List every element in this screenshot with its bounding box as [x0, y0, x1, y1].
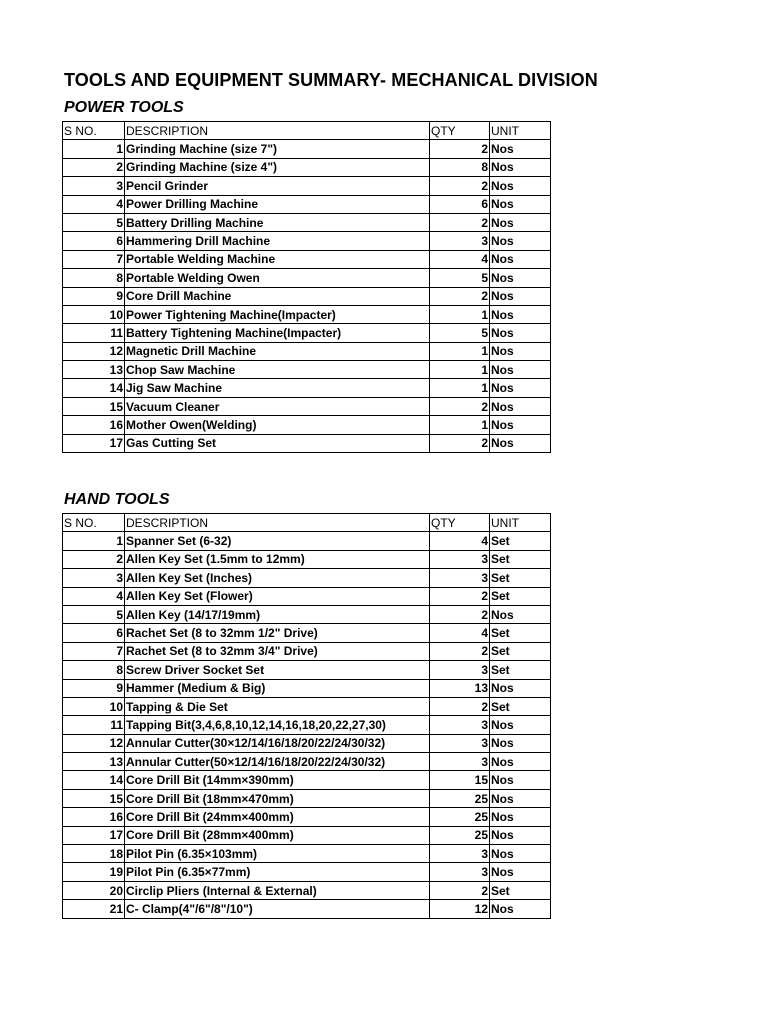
row-unit: Set: [490, 550, 551, 568]
row-unit: Nos: [490, 324, 551, 342]
row-sno: 8: [63, 661, 125, 679]
table-row: [63, 697, 551, 715]
row-description: Pilot Pin (6.35×103mm): [125, 845, 430, 863]
row-qty: 3: [430, 716, 490, 734]
row-sno: 6: [63, 232, 125, 250]
row-qty: 13: [430, 679, 490, 697]
power-tools-table: [62, 121, 551, 453]
row-sno: 8: [63, 269, 125, 287]
row-unit: Nos: [490, 397, 551, 415]
table-row: [63, 287, 551, 305]
row-unit: Nos: [490, 177, 551, 195]
row-unit: Nos: [490, 287, 551, 305]
row-sno: 16: [63, 808, 125, 826]
row-unit: Nos: [490, 771, 551, 789]
row-description: Core Drill Bit (28mm×400mm): [125, 826, 430, 844]
row-unit: Nos: [490, 753, 551, 771]
table-row: [63, 213, 551, 231]
row-qty: 15: [430, 771, 490, 789]
row-sno: 13: [63, 753, 125, 771]
table-row: [63, 845, 551, 863]
row-qty: 2: [430, 587, 490, 605]
row-qty: 6: [430, 195, 490, 213]
table-row: [63, 177, 551, 195]
table-row: [63, 771, 551, 789]
row-qty: 1: [430, 361, 490, 379]
row-qty: 3: [430, 753, 490, 771]
row-description: Jig Saw Machine: [125, 379, 430, 397]
row-unit: Nos: [490, 158, 551, 176]
row-sno: 12: [63, 734, 125, 752]
row-qty: 4: [430, 624, 490, 642]
header-unit: UNIT: [490, 122, 551, 140]
table-row: [63, 881, 551, 899]
row-sno: 5: [63, 605, 125, 623]
row-unit: Set: [490, 587, 551, 605]
row-sno: 15: [63, 397, 125, 415]
row-description: Power Drilling Machine: [125, 195, 430, 213]
row-qty: 2: [430, 213, 490, 231]
row-qty: 4: [430, 532, 490, 550]
row-unit: Nos: [490, 716, 551, 734]
row-sno: 16: [63, 416, 125, 434]
row-qty: 12: [430, 900, 490, 918]
row-qty: 3: [430, 232, 490, 250]
table-row: [63, 808, 551, 826]
row-sno: 18: [63, 845, 125, 863]
row-sno: 3: [63, 569, 125, 587]
row-unit: Nos: [490, 195, 551, 213]
row-qty: 2: [430, 642, 490, 660]
row-qty: 2: [430, 605, 490, 623]
row-qty: 2: [430, 287, 490, 305]
row-qty: 3: [430, 734, 490, 752]
row-qty: 3: [430, 863, 490, 881]
row-description: Mother Owen(Welding): [125, 416, 430, 434]
row-qty: 1: [430, 416, 490, 434]
row-sno: 11: [63, 716, 125, 734]
row-description: Allen Key Set (Inches): [125, 569, 430, 587]
table-row: [63, 324, 551, 342]
row-description: Allen Key (14/17/19mm): [125, 605, 430, 623]
row-unit: Nos: [490, 808, 551, 826]
row-qty: 2: [430, 697, 490, 715]
row-description: Portable Welding Machine: [125, 250, 430, 268]
row-qty: 2: [430, 881, 490, 899]
row-sno: 15: [63, 789, 125, 807]
row-unit: Set: [490, 697, 551, 715]
row-description: Portable Welding Owen: [125, 269, 430, 287]
row-description: Annular Cutter(30×12/14/16/18/20/22/24/30/32): [125, 734, 430, 752]
power-tools-heading: POWER TOOLS: [64, 99, 184, 116]
row-unit: Nos: [490, 342, 551, 360]
row-sno: 3: [63, 177, 125, 195]
row-qty: 2: [430, 140, 490, 158]
row-unit: Nos: [490, 845, 551, 863]
table-row: [63, 250, 551, 268]
row-description: Chop Saw Machine: [125, 361, 430, 379]
row-sno: 10: [63, 305, 125, 323]
table-row: [63, 416, 551, 434]
header-sno: S NO.: [63, 122, 125, 140]
row-description: Allen Key Set (1.5mm to 12mm): [125, 550, 430, 568]
row-sno: 10: [63, 697, 125, 715]
row-qty: 2: [430, 434, 490, 452]
row-unit: Nos: [490, 679, 551, 697]
table-row: [63, 900, 551, 918]
table-row: [63, 434, 551, 452]
row-qty: 2: [430, 397, 490, 415]
row-description: Annular Cutter(50×12/14/16/18/20/22/24/30/32): [125, 753, 430, 771]
table-row: [63, 863, 551, 881]
table-row: [63, 342, 551, 360]
table-row: [63, 379, 551, 397]
row-unit: Nos: [490, 434, 551, 452]
table-row: [63, 158, 551, 176]
row-unit: Nos: [490, 232, 551, 250]
row-description: Battery Drilling Machine: [125, 213, 430, 231]
row-description: Core Drill Bit (18mm×470mm): [125, 789, 430, 807]
header-sno: S NO.: [63, 514, 125, 532]
row-description: Hammer (Medium & Big): [125, 679, 430, 697]
row-sno: 6: [63, 624, 125, 642]
header-description: DESCRIPTION: [125, 122, 430, 140]
row-unit: Set: [490, 881, 551, 899]
header-qty: QTY: [430, 514, 490, 532]
row-sno: 1: [63, 140, 125, 158]
row-description: Core Drill Bit (14mm×390mm): [125, 771, 430, 789]
row-sno: 17: [63, 826, 125, 844]
row-qty: 3: [430, 845, 490, 863]
row-sno: 19: [63, 863, 125, 881]
row-sno: 12: [63, 342, 125, 360]
row-unit: Set: [490, 532, 551, 550]
hand-tools-heading: HAND TOOLS: [64, 491, 170, 508]
row-unit: Set: [490, 661, 551, 679]
row-description: Rachet Set (8 to 32mm 3/4" Drive): [125, 642, 430, 660]
row-description: Circlip Pliers (Internal & External): [125, 881, 430, 899]
row-description: Hammering Drill Machine: [125, 232, 430, 250]
row-qty: 25: [430, 826, 490, 844]
row-description: Pilot Pin (6.35×77mm): [125, 863, 430, 881]
row-unit: Nos: [490, 269, 551, 287]
table-row: [63, 716, 551, 734]
header-unit: UNIT: [490, 514, 551, 532]
row-unit: Nos: [490, 789, 551, 807]
row-qty: 1: [430, 342, 490, 360]
table-row: [63, 305, 551, 323]
row-qty: 1: [430, 305, 490, 323]
row-description: Screw Driver Socket Set: [125, 661, 430, 679]
table-row: [63, 140, 551, 158]
row-qty: 5: [430, 324, 490, 342]
row-unit: Nos: [490, 605, 551, 623]
row-description: Grinding Machine (size 4"): [125, 158, 430, 176]
row-unit: Set: [490, 569, 551, 587]
row-sno: 14: [63, 771, 125, 789]
page-title: TOOLS AND EQUIPMENT SUMMARY- MECHANICAL DIVISION: [64, 70, 598, 90]
row-unit: Nos: [490, 863, 551, 881]
table-row: [63, 550, 551, 568]
row-description: Rachet Set (8 to 32mm 1/2" Drive): [125, 624, 430, 642]
row-description: Tapping & Die Set: [125, 697, 430, 715]
row-sno: 1: [63, 532, 125, 550]
row-description: Gas Cutting Set: [125, 434, 430, 452]
row-qty: 1: [430, 379, 490, 397]
row-unit: Nos: [490, 250, 551, 268]
table-row: [63, 661, 551, 679]
row-unit: Nos: [490, 900, 551, 918]
table-row: [63, 397, 551, 415]
header-qty: QTY: [430, 122, 490, 140]
table-row: [63, 195, 551, 213]
row-unit: Nos: [490, 379, 551, 397]
row-unit: Set: [490, 642, 551, 660]
row-qty: 3: [430, 550, 490, 568]
row-description: C- Clamp(4"/6"/8"/10"): [125, 900, 430, 918]
row-description: Spanner Set (6-32): [125, 532, 430, 550]
row-unit: Nos: [490, 305, 551, 323]
row-qty: 5: [430, 269, 490, 287]
row-sno: 4: [63, 195, 125, 213]
table-row: [63, 605, 551, 623]
table-header-row: [63, 514, 551, 532]
row-sno: 17: [63, 434, 125, 452]
table-row: [63, 587, 551, 605]
row-qty: 3: [430, 661, 490, 679]
row-sno: 21: [63, 900, 125, 918]
table-header-row: [63, 122, 551, 140]
table-row: [63, 753, 551, 771]
row-qty: 2: [430, 177, 490, 195]
hand-tools-table: [62, 513, 551, 919]
row-unit: Nos: [490, 213, 551, 231]
row-description: Pencil Grinder: [125, 177, 430, 195]
row-sno: 5: [63, 213, 125, 231]
row-sno: 9: [63, 679, 125, 697]
row-qty: 8: [430, 158, 490, 176]
table-row: [63, 624, 551, 642]
row-sno: 7: [63, 642, 125, 660]
table-row: [63, 532, 551, 550]
row-qty: 25: [430, 808, 490, 826]
row-sno: 2: [63, 158, 125, 176]
row-unit: Nos: [490, 734, 551, 752]
table-row: [63, 269, 551, 287]
row-sno: 14: [63, 379, 125, 397]
table-row: [63, 789, 551, 807]
row-qty: 4: [430, 250, 490, 268]
row-unit: Nos: [490, 826, 551, 844]
row-description: Vacuum Cleaner: [125, 397, 430, 415]
row-sno: 2: [63, 550, 125, 568]
table-row: [63, 734, 551, 752]
row-description: Allen Key Set (Flower): [125, 587, 430, 605]
row-sno: 4: [63, 587, 125, 605]
row-sno: 7: [63, 250, 125, 268]
row-description: Core Drill Machine: [125, 287, 430, 305]
row-description: Grinding Machine (size 7"): [125, 140, 430, 158]
row-unit: Nos: [490, 140, 551, 158]
row-sno: 9: [63, 287, 125, 305]
table-row: [63, 642, 551, 660]
row-unit: Nos: [490, 416, 551, 434]
table-row: [63, 232, 551, 250]
row-description: Battery Tightening Machine(Impacter): [125, 324, 430, 342]
row-description: Power Tightening Machine(Impacter): [125, 305, 430, 323]
row-qty: 25: [430, 789, 490, 807]
table-row: [63, 826, 551, 844]
row-sno: 11: [63, 324, 125, 342]
row-description: Magnetic Drill Machine: [125, 342, 430, 360]
table-row: [63, 569, 551, 587]
row-unit: Set: [490, 624, 551, 642]
row-unit: Nos: [490, 361, 551, 379]
table-row: [63, 361, 551, 379]
header-description: DESCRIPTION: [125, 514, 430, 532]
row-description: Core Drill Bit (24mm×400mm): [125, 808, 430, 826]
row-qty: 3: [430, 569, 490, 587]
row-sno: 20: [63, 881, 125, 899]
row-sno: 13: [63, 361, 125, 379]
table-row: [63, 679, 551, 697]
row-description: Tapping Bit(3,4,6,8,10,12,14,16,18,20,22,27,30): [125, 716, 430, 734]
